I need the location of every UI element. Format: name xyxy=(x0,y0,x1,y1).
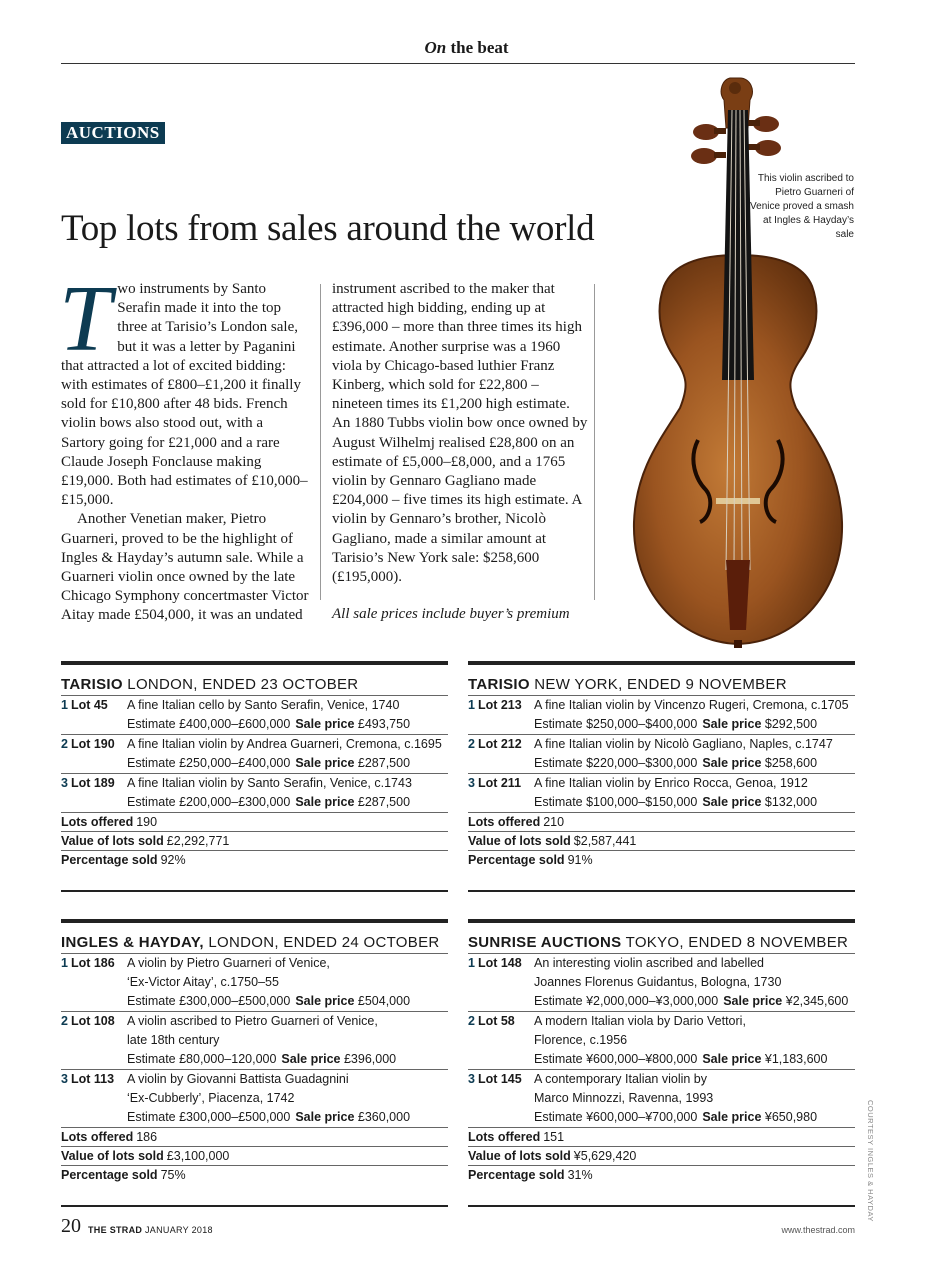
lot-description: Marco Minnozzi, Ravenna, 1993 xyxy=(534,1091,714,1105)
lot-description: A violin by Pietro Guarneri of Venice, xyxy=(127,956,330,970)
lots-offered: Lots offered 190 xyxy=(61,813,448,832)
lot-estimate-line xyxy=(534,793,855,812)
box-spacer xyxy=(468,1184,855,1205)
sale-location-date: TOKYO, ENDED 8 NOVEMBER xyxy=(621,934,849,951)
lot-description: ‘Ex-Cubberly’, Piacenza, 1742 xyxy=(127,1091,295,1105)
sale-price: ¥1,183,600 xyxy=(764,1052,828,1066)
column-divider xyxy=(320,284,321,600)
lot-rank: 1 xyxy=(61,956,68,970)
issue-date: JANUARY 2018 xyxy=(142,1225,213,1235)
sale-price: £504,000 xyxy=(357,994,411,1008)
lot-row xyxy=(468,774,855,813)
lot-id: Lot 58 xyxy=(477,1014,515,1028)
lot-row xyxy=(468,735,855,774)
lot-row xyxy=(61,774,448,813)
sale-price: $132,000 xyxy=(764,795,818,809)
lot-description: ‘Ex-Victor Aitay’, c.1750–55 xyxy=(127,975,279,989)
lot-estimate-line xyxy=(127,754,448,773)
running-head-text: the beat xyxy=(450,38,509,57)
lot-rank: 1 xyxy=(468,698,475,712)
sale-title xyxy=(61,665,448,696)
lot-details xyxy=(534,735,855,773)
sale-price-label: Sale price xyxy=(295,994,355,1008)
sale-price: $258,600 xyxy=(764,756,818,770)
sale-location-date: NEW YORK, ENDED 9 NOVEMBER xyxy=(529,676,787,693)
lot-description: A contemporary Italian violin by xyxy=(534,1072,708,1086)
lot-rank: 3 xyxy=(468,776,475,790)
sale-price: £396,000 xyxy=(343,1052,397,1066)
lot-estimate-line xyxy=(127,793,448,812)
sale-price: £287,500 xyxy=(357,795,411,809)
lot-estimate-line xyxy=(534,715,855,734)
lot-id: Lot 145 xyxy=(477,1072,522,1086)
lot-row xyxy=(468,1070,855,1128)
sale-price-label: Sale price xyxy=(702,717,762,731)
lot-description: late 18th century xyxy=(127,1033,220,1047)
lot-number xyxy=(468,1012,534,1069)
percentage-sold: Percentage sold 31% xyxy=(468,1168,593,1182)
lot-estimate-line xyxy=(127,1050,448,1069)
lot-number xyxy=(61,1012,127,1069)
website-link[interactable]: www.thestrad.com xyxy=(781,1225,855,1235)
lot-estimate: Estimate $250,000–$400,000 xyxy=(534,717,698,731)
sale-price: £360,000 xyxy=(357,1110,411,1124)
value-of-lots-sold: Value of lots sold £2,292,771 xyxy=(61,832,448,851)
lots-offered: Lots offered 210 xyxy=(468,813,855,832)
lot-rank: 3 xyxy=(61,1072,68,1086)
violin-illustration xyxy=(618,70,858,660)
lot-id: Lot 212 xyxy=(477,737,522,751)
sale-box-tarisio-new-york xyxy=(468,661,855,892)
lot-estimate-line xyxy=(127,1108,448,1127)
lot-description: A fine Italian cello by Santo Serafin, Venice, 1740 xyxy=(127,698,400,712)
lot-estimate: Estimate ¥600,000–¥800,000 xyxy=(534,1052,698,1066)
headline: Top lots from sales around the world xyxy=(61,208,595,249)
lot-id: Lot 211 xyxy=(477,776,522,790)
lot-estimate-line xyxy=(127,715,448,734)
article-paragraph-2: Another Venetian maker, Pietro Guarneri, proved to be the highlight of Ingles & Hayday’s autumn sale. While a Guarneri violin once owned by the late Chicago Symphony concertmaster Victor Aitay made £504,000, it was an undated xyxy=(61,511,309,624)
lot-id: Lot 113 xyxy=(70,1072,115,1086)
lot-id: Lot 45 xyxy=(70,698,108,712)
lot-id: Lot 108 xyxy=(70,1014,115,1028)
lot-description: Joannes Florenus Guidantus, Bologna, 1730 xyxy=(534,975,782,989)
sale-price-label: Sale price xyxy=(723,994,783,1008)
lot-description: An interesting violin ascribed and labelled xyxy=(534,956,765,970)
running-head xyxy=(0,38,933,58)
lot-estimate-line xyxy=(534,1050,855,1069)
article-paragraph-1-text: wo instruments by Santo Serafin made it into the top three at Tarisio’s London sale, but it was a letter by Paganini that attracted a lot of excited bidding: with estimates of £800–£1,200 it finally sold for £10,800 after 48 bids. French violin bows also stood out, with a Sartory going for £21,000 and a rare Claude Joseph Fonclause making £19,000. Both had estimates of £10,000–£15,000. xyxy=(61,281,308,509)
lot-description: A fine Italian violin by Andrea Guarneri, Cremona, c.1695 xyxy=(127,737,442,751)
sale-price-label: Sale price xyxy=(702,1110,762,1124)
lot-description: Florence, c.1956 xyxy=(534,1033,628,1047)
sale-box-tarisio-london xyxy=(61,661,448,892)
value-of-lots-sold: Value of lots sold $2,587,441 xyxy=(468,832,855,851)
lot-details xyxy=(534,774,855,812)
article-paragraph-3: instrument ascribed to the maker that attracted high bidding, ending up at £396,000 – more than three times its high estimate. Another surprise was a 1960 viola by Chicago-based luthier Franz Kinberg, which sold for £22,800 – nineteen times its £1,200 high estimate. An 1880 Tubbs violin bow once owned by August Wilhelmj realised £28,800 on an estimate of £5,000–£8,000, and a 1765 violin by Gennaro Gagliano made £204,000 – five times its high estimate. A violin by Gennaro’s brother, Nicolò Gagliano, made a similar amount at Tarisio’s New York sale: $258,600 (£195,000). xyxy=(332,281,588,586)
magazine-name: THE STRAD xyxy=(88,1225,143,1235)
lot-estimate: Estimate ¥600,000–¥700,000 xyxy=(534,1110,698,1124)
lot-id: Lot 213 xyxy=(477,698,522,712)
photo-credit: COURTESY INGLES & HAYDAY xyxy=(866,1100,875,1222)
page-number: 20 xyxy=(61,1215,81,1237)
lot-row xyxy=(468,954,855,1012)
auction-house: INGLES & HAYDAY, xyxy=(61,934,204,951)
box-spacer xyxy=(61,869,448,890)
lot-description: A fine Italian violin by Vincenzo Rugeri, Cremona, c.1705 xyxy=(534,698,849,712)
lot-number xyxy=(61,735,127,773)
lot-id: Lot 189 xyxy=(70,776,115,790)
auction-house: SUNRISE AUCTIONS xyxy=(468,934,622,951)
lot-description: A violin by Giovanni Battista Guadagnini xyxy=(127,1072,349,1086)
lot-details xyxy=(127,1070,448,1127)
lot-id: Lot 186 xyxy=(70,956,115,970)
lot-estimate: Estimate £400,000–£600,000 xyxy=(127,717,291,731)
lot-rank: 3 xyxy=(468,1072,475,1086)
lot-estimate: Estimate £300,000–£500,000 xyxy=(127,1110,291,1124)
sale-price: £493,750 xyxy=(357,717,411,731)
lot-id: Lot 190 xyxy=(70,737,115,751)
lot-estimate: Estimate £80,000–120,000 xyxy=(127,1052,277,1066)
article-paragraph-1 xyxy=(59,267,309,510)
lot-row xyxy=(61,1012,448,1070)
lot-estimate: Estimate $220,000–$300,000 xyxy=(534,756,698,770)
lot-description: A fine Italian violin by Santo Serafin, Venice, c.1743 xyxy=(127,776,412,790)
lot-number xyxy=(468,954,534,1011)
lot-description: A violin ascribed to Pietro Guarneri of Venice, xyxy=(127,1014,378,1028)
article-column-1 xyxy=(59,267,309,626)
lot-number xyxy=(468,696,534,734)
lot-description: A fine Italian violin by Enrico Rocca, Genoa, 1912 xyxy=(534,776,808,790)
lot-number xyxy=(61,696,127,734)
lot-estimate-line xyxy=(534,754,855,773)
lot-number xyxy=(61,954,127,1011)
lot-details xyxy=(127,774,448,812)
value-of-lots-sold: Value of lots sold £3,100,000 xyxy=(61,1147,448,1166)
sale-price: ¥650,980 xyxy=(764,1110,818,1124)
sale-price-label: Sale price xyxy=(295,756,355,770)
sale-price-label: Sale price xyxy=(702,1052,762,1066)
lots-offered: Lots offered 186 xyxy=(61,1128,448,1147)
lot-rank: 3 xyxy=(61,776,68,790)
lot-row xyxy=(61,1070,448,1128)
value-of-lots-sold: Value of lots sold ¥5,629,420 xyxy=(468,1147,855,1166)
header-rule xyxy=(61,63,855,64)
lot-row xyxy=(61,954,448,1012)
violin-photo xyxy=(618,70,858,660)
percentage-sold: Percentage sold 75% xyxy=(61,1168,186,1182)
sale-price-label: Sale price xyxy=(295,1110,355,1124)
sale-price-label: Sale price xyxy=(281,1052,341,1066)
sale-price: $292,500 xyxy=(764,717,818,731)
lot-number xyxy=(61,774,127,812)
lot-rank: 2 xyxy=(61,1014,68,1028)
sale-title xyxy=(468,665,855,696)
sale-price-label: Sale price xyxy=(702,795,762,809)
lot-details xyxy=(127,954,448,1011)
running-head-prefix: On xyxy=(424,38,447,57)
drop-cap: T xyxy=(59,267,112,371)
lot-rank: 2 xyxy=(61,737,68,751)
lot-estimate-line xyxy=(534,1108,855,1127)
sale-location-date: LONDON, ENDED 24 OCTOBER xyxy=(203,934,440,951)
lot-details xyxy=(127,1012,448,1069)
sale-price: ¥2,345,600 xyxy=(785,994,849,1008)
lot-details xyxy=(534,954,855,1011)
lot-details xyxy=(127,696,448,734)
lot-rank: 2 xyxy=(468,1014,475,1028)
lot-row xyxy=(61,735,448,774)
lot-number xyxy=(468,735,534,773)
lot-row xyxy=(468,696,855,735)
magazine-issue xyxy=(88,1225,213,1235)
sale-price-label: Sale price xyxy=(295,795,355,809)
lot-details xyxy=(534,696,855,734)
lot-number xyxy=(61,1070,127,1127)
lot-estimate: Estimate $100,000–$150,000 xyxy=(534,795,698,809)
sale-price-label: Sale price xyxy=(295,717,355,731)
article-column-2 xyxy=(332,280,590,624)
sale-box-sunrise-auctions xyxy=(468,919,855,1207)
auction-house: TARISIO xyxy=(468,676,530,693)
lot-description: A modern Italian viola by Dario Vettori, xyxy=(534,1014,746,1028)
box-spacer xyxy=(468,869,855,890)
lot-number xyxy=(468,774,534,812)
lot-rank: 1 xyxy=(61,698,68,712)
lot-estimate: Estimate £200,000–£300,000 xyxy=(127,795,291,809)
auction-house: TARISIO xyxy=(61,676,123,693)
lot-estimate-line xyxy=(534,992,855,1011)
sale-box-ingles-hayday xyxy=(61,919,448,1207)
lot-estimate: Estimate £300,000–£500,000 xyxy=(127,994,291,1008)
lot-details xyxy=(127,735,448,773)
lots-offered: Lots offered 151 xyxy=(468,1128,855,1147)
percentage-sold: Percentage sold 92% xyxy=(61,853,186,867)
lot-details xyxy=(534,1070,855,1127)
lot-row xyxy=(61,696,448,735)
sale-title xyxy=(61,923,448,954)
lot-number xyxy=(468,1070,534,1127)
sale-price-label: Sale price xyxy=(702,756,762,770)
section-tag: AUCTIONS xyxy=(61,122,165,144)
price-note: All sale prices include buyer’s premium xyxy=(332,606,570,623)
box-spacer xyxy=(61,1184,448,1205)
lot-description: A fine Italian violin by Nicolò Gagliano, Naples, c.1747 xyxy=(534,737,833,751)
column-divider-right xyxy=(594,284,595,600)
lot-estimate-line xyxy=(127,992,448,1011)
sale-price: £287,500 xyxy=(357,756,411,770)
percentage-sold: Percentage sold 91% xyxy=(468,853,593,867)
lot-rank: 1 xyxy=(468,956,475,970)
lot-id: Lot 148 xyxy=(477,956,522,970)
lot-estimate: Estimate £250,000–£400,000 xyxy=(127,756,291,770)
lot-details xyxy=(534,1012,855,1069)
sale-title xyxy=(468,923,855,954)
sale-location-date: LONDON, ENDED 23 OCTOBER xyxy=(122,676,359,693)
lot-estimate: Estimate ¥2,000,000–¥3,000,000 xyxy=(534,994,719,1008)
photo-caption: This violin ascribed to Pietro Guarneri of Venice proved a smash at Ingles & Hayday’s sale xyxy=(750,173,854,240)
lot-row xyxy=(468,1012,855,1070)
lot-rank: 2 xyxy=(468,737,475,751)
